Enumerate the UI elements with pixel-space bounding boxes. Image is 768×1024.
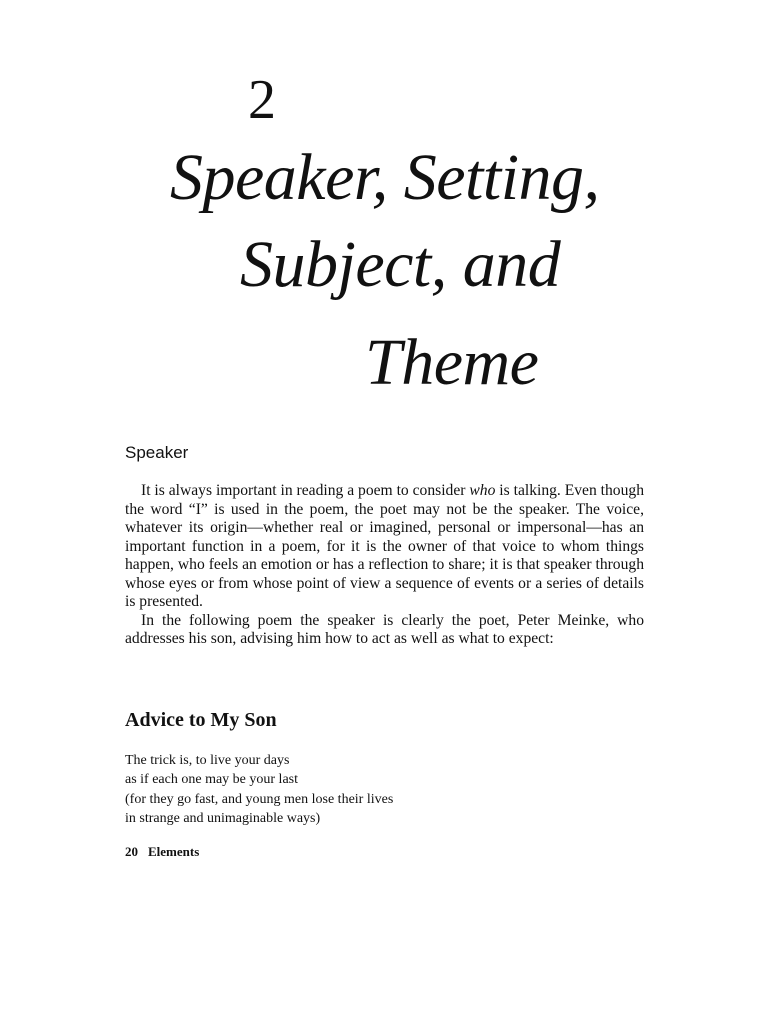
poem-line-3: (for they go fast, and young men lose their lives [125,791,394,807]
body-text [125,482,644,649]
paragraph-1 [125,482,644,612]
paragraph-1-start: It is always important in reading a poem to consider [141,482,470,499]
paragraph-1-rest: is talking. Even though the word “I” is used in the poem, the poet may not be the speaker. The voice, whatever its origin—whether real or imagined, personal or impersonal—has an important function in a poem, for it is the owner of that voice to whom things happen, who feels an emotion or has a reflection to share; it is that speaker through whose eyes or from whose point of view a sequence of events or a series of details is presented. [125,482,644,610]
poem-line-4: in strange and unimaginable ways) [125,811,321,827]
section-heading: Speaker [125,443,189,462]
poem-line-2: as if each one may be your last [125,772,298,788]
chapter-title-line-2: Subject, and [240,228,561,301]
running-title: Elements [148,844,200,859]
poem-title: Advice to My Son [125,709,277,731]
emphasis-who: who [469,482,496,499]
chapter-title-line-1: Speaker, Setting, [170,141,600,214]
poem-line-1: The trick is, to live your days [125,753,290,768]
poem [125,751,393,829]
page-footer [125,845,199,858]
page-number: 20 [125,844,138,859]
chapter-title-line-3: Theme [365,326,539,399]
paragraph-2: In the following poem the speaker is clearly the poet, Peter Meinke, who addresses his son, advising him how to act as well as what to expect: [125,611,644,647]
chapter-number: 2 [248,69,276,131]
